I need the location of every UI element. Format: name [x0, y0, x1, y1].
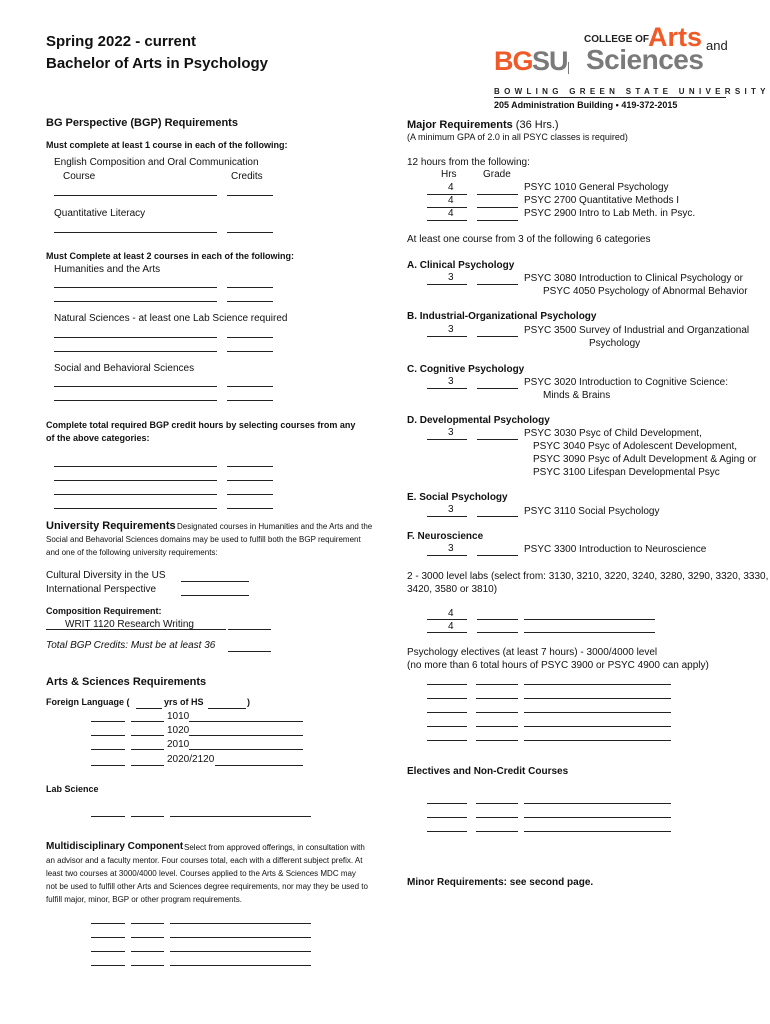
- cat-b-course-1: PSYC 3500 Survey of Industrial and Organzational: [524, 325, 750, 336]
- elective-hrs-field-3[interactable]: [427, 712, 467, 713]
- foreign-lang-label-c: ): [247, 697, 250, 707]
- cat-d-grade-field[interactable]: [477, 439, 518, 440]
- electives-noncredit-heading: Electives and Non-Credit Courses: [407, 766, 569, 777]
- social-credits-field-1[interactable]: [227, 386, 273, 387]
- credits-column-label: Credits: [231, 171, 263, 182]
- quant-lit-label: Quantitative Literacy: [54, 208, 146, 219]
- quant-course-field[interactable]: [54, 232, 217, 233]
- cat-a-course-1: PSYC 3080 Introduction to Clinical Psychology or: [524, 273, 744, 284]
- major-req-heading: [407, 115, 559, 133]
- fl-2010-grade-field[interactable]: [131, 749, 164, 750]
- elective-grade-field-5[interactable]: [476, 740, 518, 741]
- quant-credits-field[interactable]: [227, 232, 273, 233]
- core-3-hrs: 4: [448, 208, 454, 219]
- fl-2010-hrs-field[interactable]: [91, 749, 125, 750]
- logo-college-of: COLLEGE OF: [584, 34, 649, 45]
- lab-science-course-field[interactable]: [170, 816, 311, 817]
- lab-science-grade-field[interactable]: [131, 816, 164, 817]
- cat-f-course-1: PSYC 3300 Introduction to Neuroscience: [524, 544, 707, 555]
- extra-credits-field-3[interactable]: [227, 494, 273, 495]
- extra-course-field-1[interactable]: [54, 466, 217, 467]
- cat-f-grade-field[interactable]: [477, 555, 518, 556]
- page-title-line-2: Bachelor of Arts in Psychology: [46, 55, 268, 72]
- fl-1020-course-field[interactable]: [189, 735, 303, 736]
- cat-c-hrs: 3: [448, 376, 454, 387]
- fl-1010-hrs-field[interactable]: [91, 721, 125, 722]
- mdc-grade-field-2[interactable]: [131, 937, 164, 938]
- elective-hrs-field-5[interactable]: [427, 740, 467, 741]
- cat-e-grade-field[interactable]: [477, 516, 518, 517]
- cat-e-course-1: PSYC 3110 Social Psychology: [524, 506, 660, 517]
- core-3-hrs-line: [427, 220, 467, 221]
- social-credits-field-2[interactable]: [227, 400, 273, 401]
- noncredit-grade-field-2[interactable]: [476, 817, 518, 818]
- multi-text-3: least two courses at 3000/4000 level. Courses applied to the Arts & Sciences MDC may: [46, 869, 356, 878]
- core-2-course: PSYC 2700 Quantitative Methods I: [524, 195, 680, 206]
- noncredit-course-field-3[interactable]: [524, 831, 671, 832]
- lab-1-hrs-line: [427, 619, 467, 620]
- lab-1-grade-field[interactable]: [477, 619, 518, 620]
- core-1-course: PSYC 1010 General Psychology: [524, 182, 669, 193]
- foreign-lang-label-a: Foreign Language (: [46, 697, 130, 707]
- mdc-grade-field-3[interactable]: [131, 951, 164, 952]
- category-e-label: E. Social Psychology: [407, 492, 508, 503]
- natural-sciences-label: Natural Sciences - at least one Lab Science required: [54, 313, 288, 324]
- must-two-instruction: Must Complete at least 2 courses in each of the following:: [46, 251, 295, 261]
- cat-d-course-2: PSYC 3040 Psyc of Adolescent Development,: [533, 441, 738, 452]
- extra-course-field-4[interactable]: [54, 508, 217, 509]
- cat-d-hrs: 3: [448, 427, 454, 438]
- fl-2020-course-field[interactable]: [215, 765, 303, 766]
- elective-course-field-1[interactable]: [524, 684, 671, 685]
- multi-text-1: Select from approved offerings, in consultation with: [184, 843, 365, 852]
- category-d-label: D. Developmental Psychology: [407, 415, 550, 426]
- elective-course-field-5[interactable]: [524, 740, 671, 741]
- humanities-credits-field-2[interactable]: [227, 301, 273, 302]
- cat-b-grade-field[interactable]: [477, 336, 518, 337]
- university-req-text-3: and one of the following university requirements:: [46, 548, 218, 557]
- extra-credits-field-2[interactable]: [227, 480, 273, 481]
- cat-b-hrs-line: [427, 336, 467, 337]
- gpa-note: (A minimum GPA of 2.0 in all PSYC classes is required): [407, 132, 628, 142]
- natural-credits-field-1[interactable]: [227, 337, 273, 338]
- total-bgp-label: Total BGP Credits: Must be at least 36: [46, 640, 216, 651]
- logo-arts: Arts: [648, 22, 703, 52]
- fl-level-1020: 1020: [167, 725, 190, 736]
- cat-a-course-2: PSYC 4050 Psychology of Abnormal Behavior: [543, 286, 748, 297]
- noncredit-course-field-2[interactable]: [524, 817, 671, 818]
- composition-req-label: Composition Requirement:: [46, 606, 162, 616]
- elective-grade-field-4[interactable]: [476, 726, 518, 727]
- cat-d-course-1: PSYC 3030 Psyc of Child Development,: [524, 428, 702, 439]
- international-field[interactable]: [181, 595, 249, 596]
- bgp-heading: BG Perspective (BGP) Requirements: [46, 117, 238, 129]
- page-title-line-1: Spring 2022 - current: [46, 33, 197, 50]
- twelve-hours-label: 12 hours from the following:: [407, 157, 530, 168]
- cat-f-hrs: 3: [448, 543, 454, 554]
- cat-a-grade-field[interactable]: [477, 284, 518, 285]
- lab-2-hrs-line: [427, 632, 467, 633]
- noncredit-hrs-field-3[interactable]: [427, 831, 467, 832]
- address-line: 205 Administration Building • 419-372-2015: [494, 100, 678, 110]
- cat-f-hrs-line: [427, 555, 467, 556]
- noncredit-hrs-field-2[interactable]: [427, 817, 467, 818]
- minor-req-note: Minor Requirements: see second page.: [407, 877, 594, 888]
- mdc-hrs-field-3[interactable]: [91, 951, 125, 952]
- mdc-course-field-4[interactable]: [170, 965, 311, 966]
- english-credits-field[interactable]: [227, 195, 273, 196]
- lab-1-course-field[interactable]: [524, 619, 655, 620]
- elective-grade-field-1[interactable]: [476, 684, 518, 685]
- major-req-hours: (36 Hrs.): [512, 119, 559, 131]
- natural-credits-field-2[interactable]: [227, 351, 273, 352]
- elective-course-field-2[interactable]: [524, 698, 671, 699]
- noncredit-grade-field-3[interactable]: [476, 831, 518, 832]
- logo-and: and: [706, 38, 728, 53]
- cat-c-hrs-line: [427, 388, 467, 389]
- fl-level-2020: 2020/2120: [167, 754, 215, 765]
- elective-grade-field-3[interactable]: [476, 712, 518, 713]
- foreign-lang-hs-field[interactable]: [208, 708, 246, 709]
- core-2-hrs: 4: [448, 195, 454, 206]
- humanities-course-field-2[interactable]: [54, 301, 217, 302]
- natural-course-field-1[interactable]: [54, 337, 217, 338]
- writ-course-label: WRIT 1120 Research Writing: [65, 619, 194, 630]
- core-2-hrs-line: [427, 207, 467, 208]
- cat-d-hrs-line: [427, 439, 467, 440]
- multidisciplinary-heading: Multidisciplinary Component: [46, 841, 184, 852]
- category-c-label: C. Cognitive Psychology: [407, 364, 525, 375]
- multi-text-4: not be used to fulfill other Arts and Sciences degree requirements, nor may they be used to: [46, 882, 368, 891]
- elective-grade-field-2[interactable]: [476, 698, 518, 699]
- three-of-six-note: At least one course from 3 of the following 6 categories: [407, 234, 651, 245]
- mdc-hrs-field-2[interactable]: [91, 937, 125, 938]
- major-req-title: Major Requirements: [407, 119, 513, 131]
- category-a-label: A. Clinical Psychology: [407, 260, 515, 271]
- mdc-hrs-field-4[interactable]: [91, 965, 125, 966]
- cultural-diversity-label: Cultural Diversity in the US: [46, 570, 166, 581]
- humanities-credits-field-1[interactable]: [227, 287, 273, 288]
- elective-hrs-field-1[interactable]: [427, 684, 467, 685]
- lab-1-hrs: 4: [448, 608, 454, 619]
- core-1-hrs: 4: [448, 182, 454, 193]
- cultural-diversity-field[interactable]: [181, 581, 249, 582]
- fl-2010-course-field[interactable]: [189, 749, 303, 750]
- core-3-course: PSYC 2900 Intro to Lab Meth. in Psyc.: [524, 208, 696, 219]
- extra-course-field-3[interactable]: [54, 494, 217, 495]
- noncredit-grade-field-1[interactable]: [476, 803, 518, 804]
- cat-d-course-4: PSYC 3100 Lifespan Developmental Psyc: [533, 467, 720, 478]
- foreign-lang-years-field[interactable]: [136, 708, 162, 709]
- extra-credits-field-1[interactable]: [227, 466, 273, 467]
- cat-e-hrs: 3: [448, 504, 454, 515]
- cat-e-hrs-line: [427, 516, 467, 517]
- humanities-course-field-1[interactable]: [54, 287, 217, 288]
- fl-2020-grade-field[interactable]: [131, 765, 164, 766]
- category-b-label: B. Industrial-Organizational Psychology: [407, 311, 597, 322]
- psych-electives-note-2: (no more than 6 total hours of PSYC 3900 or PSYC 4900 can apply): [407, 660, 709, 671]
- writ-credits-field[interactable]: [228, 629, 271, 630]
- elective-hrs-field-2[interactable]: [427, 698, 467, 699]
- fl-1010-grade-field[interactable]: [131, 721, 164, 722]
- extra-course-field-2[interactable]: [54, 480, 217, 481]
- hrs-column-label: Hrs: [441, 169, 457, 180]
- labs-note-1: 2 - 3000 level labs (select from: 3130, 3210, 3220, 3240, 3280, 3290, 3320, 3330,: [407, 571, 769, 582]
- core-1-grade-field[interactable]: [477, 194, 518, 195]
- international-label: International Perspective: [46, 584, 157, 595]
- logo-divider: [568, 62, 570, 74]
- mdc-grade-field-4[interactable]: [131, 965, 164, 966]
- multi-text-5: fulfill major, minor, BGP or other program requirements.: [46, 895, 242, 904]
- humanities-label: Humanities and the Arts: [54, 264, 161, 275]
- category-f-label: F. Neuroscience: [407, 531, 484, 542]
- university-req-heading: University Requirements: [46, 520, 176, 532]
- social-course-field-2[interactable]: [54, 400, 217, 401]
- mdc-hrs-field-1[interactable]: [91, 923, 125, 924]
- lab-science-label: Lab Science: [46, 784, 99, 794]
- mdc-course-field-1[interactable]: [170, 923, 311, 924]
- total-bgp-field[interactable]: [228, 651, 271, 652]
- mdc-course-field-3[interactable]: [170, 951, 311, 952]
- cat-c-grade-field[interactable]: [477, 388, 518, 389]
- cat-b-course-2: Psychology: [589, 338, 641, 349]
- grade-column-label: Grade: [483, 169, 511, 180]
- lab-science-hrs-field[interactable]: [91, 816, 125, 817]
- english-comp-label: English Composition and Oral Communication: [54, 157, 259, 168]
- logo-bg: BG: [494, 46, 533, 76]
- fl-level-2010: 2010: [167, 739, 190, 750]
- university-req-text-2: Social and Behavorial Sciences domains may be used to fulfill both the BGP requirement: [46, 535, 361, 544]
- logo-sciences: Sciences: [586, 44, 704, 75]
- core-3-grade-field[interactable]: [477, 220, 518, 221]
- foreign-lang-label-b: yrs of HS: [164, 697, 204, 707]
- cat-b-hrs: 3: [448, 324, 454, 335]
- complete-total-line-1: Complete total required BGP credit hours by selecting courses from any: [46, 420, 356, 430]
- university-name: BOWLING GREEN STATE UNIVERSITY: [494, 87, 770, 96]
- english-course-field[interactable]: [54, 195, 217, 196]
- fl-1020-grade-field[interactable]: [131, 735, 164, 736]
- as-req-heading: Arts & Sciences Requirements: [46, 676, 207, 688]
- elective-course-field-4[interactable]: [524, 726, 671, 727]
- lab-2-course-field[interactable]: [524, 632, 655, 633]
- fl-1020-hrs-field[interactable]: [91, 735, 125, 736]
- core-1-hrs-line: [427, 194, 467, 195]
- extra-credits-field-4[interactable]: [227, 508, 273, 509]
- fl-2020-hrs-field[interactable]: [91, 765, 125, 766]
- lab-2-hrs: 4: [448, 621, 454, 632]
- natural-course-field-2[interactable]: [54, 351, 217, 352]
- elective-hrs-field-4[interactable]: [427, 726, 467, 727]
- fl-1010-course-field[interactable]: [189, 721, 303, 722]
- psych-electives-note-1: Psychology electives (at least 7 hours) - 3000/4000 level: [407, 647, 658, 658]
- mdc-grade-field-1[interactable]: [131, 923, 164, 924]
- cat-c-course-2: Minds & Brains: [543, 390, 611, 401]
- noncredit-course-field-1[interactable]: [524, 803, 671, 804]
- mdc-course-field-2[interactable]: [170, 937, 311, 938]
- cat-a-hrs-line: [427, 284, 467, 285]
- elective-course-field-3[interactable]: [524, 712, 671, 713]
- noncredit-hrs-field-1[interactable]: [427, 803, 467, 804]
- header-rule: [494, 97, 726, 98]
- lab-2-grade-field[interactable]: [477, 632, 518, 633]
- must-one-instruction: Must complete at least 1 course in each of the following:: [46, 140, 288, 150]
- fl-level-1010: 1010: [167, 711, 190, 722]
- university-req-text-1: Designated courses in Humanities and the Arts and the: [177, 522, 373, 531]
- cat-c-course-1: PSYC 3020 Introduction to Cognitive Science:: [524, 377, 729, 388]
- social-course-field-1[interactable]: [54, 386, 217, 387]
- social-behavioral-label: Social and Behavioral Sciences: [54, 363, 195, 374]
- logo-su: SU: [532, 46, 568, 76]
- complete-total-line-2: of the above categories:: [46, 433, 150, 443]
- cat-d-course-3: PSYC 3090 Psyc of Adult Development & Aging or: [533, 454, 757, 465]
- cat-a-hrs: 3: [448, 272, 454, 283]
- labs-note-2: 3420, 3580 or 3810): [407, 584, 498, 595]
- core-2-grade-field[interactable]: [477, 207, 518, 208]
- course-column-label: Course: [63, 171, 96, 182]
- multi-text-2: an advisor and a faculty mentor. Four courses total, each with a different subject prefix. At: [46, 856, 363, 865]
